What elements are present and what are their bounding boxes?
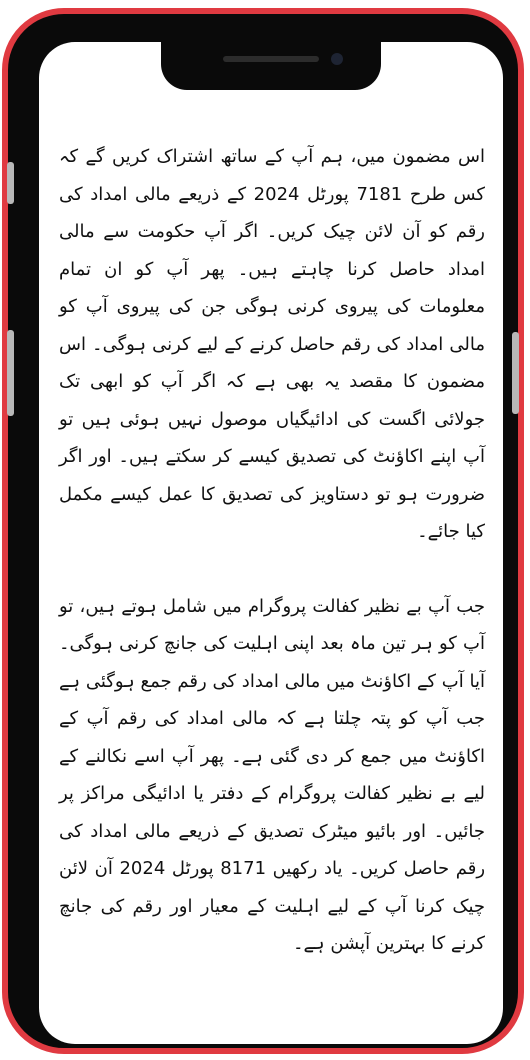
speaker-grille-icon [223,56,319,62]
article-body [59,138,485,963]
article-paragraph-2: جب آپ بے نظیر کفالت پروگرام میں شامل ہوتے ہیں، تو آپ کو ہر تین ماہ بعد اپنی اہلیت کی جانچ کرنی ہوگی۔ آیا آپ کے اکاؤنٹ میں مالی امداد کی رقم جمع ہوگئی ہے جب آپ کو پتہ چلتا ہے کہ مالی امداد کی رقم آپ کے اکاؤنٹ میں جمع کر دی گئی ہے۔ پھر آپ اسے نکالنے کے لیے بے نظیر کفالت پروگرام کے دفتر یا ادائیگی مراکز پر جائیں۔ اور بائیو میٹرک تصدیق کے ذریعے مالی امداد کی رقم حاصل کریں۔ یاد رکھیں 8171 پورٹل 2024 آن لائن چیک کرنا آپ کے لیے اہلیت کے معیار اور رقم کی جانچ کرنے کا بہترین آپشن ہے۔ [59,595,486,954]
article-paragraph-1: اس مضمون میں، ہم آپ کے ساتھ اشتراک کریں گے کہ کس طرح 7181 پورٹل 2024 کے ذریعے مالی امداد کی رقم کو آن لائن چیک کریں۔ اگر آپ حکومت سے مالی امداد حاصل کرنا چاہتے ہیں۔ پھر آپ کو ان تمام معلومات کی پیروی کرنی ہوگی جن کی پیروی آپ کو مالی امداد کی رقم حاصل کرنے کے لیے کرنی ہوگی۔ اس مضمون کا مقصد یہ بھی ہے کہ اگر آپ کو ابھی تک جولائی اگست کی ادائیگیاں موصول نہیں ہوئی ہیں تو آپ اپنے اکاؤنٹ کی تصدیق کیسے کر سکتے ہیں۔ اور اگر ضرورت ہو تو دستاویز کی تصدیق کا عمل کیسے مکمل کیا جائے۔ [59,146,485,542]
front-camera-icon [331,53,343,65]
phone-notch [161,42,381,90]
phone-silent-switch [7,162,14,204]
phone-power-button [512,332,519,414]
phone-mockup-frame [2,8,524,1054]
phone-screen [39,42,503,1044]
phone-volume-button [7,330,14,416]
